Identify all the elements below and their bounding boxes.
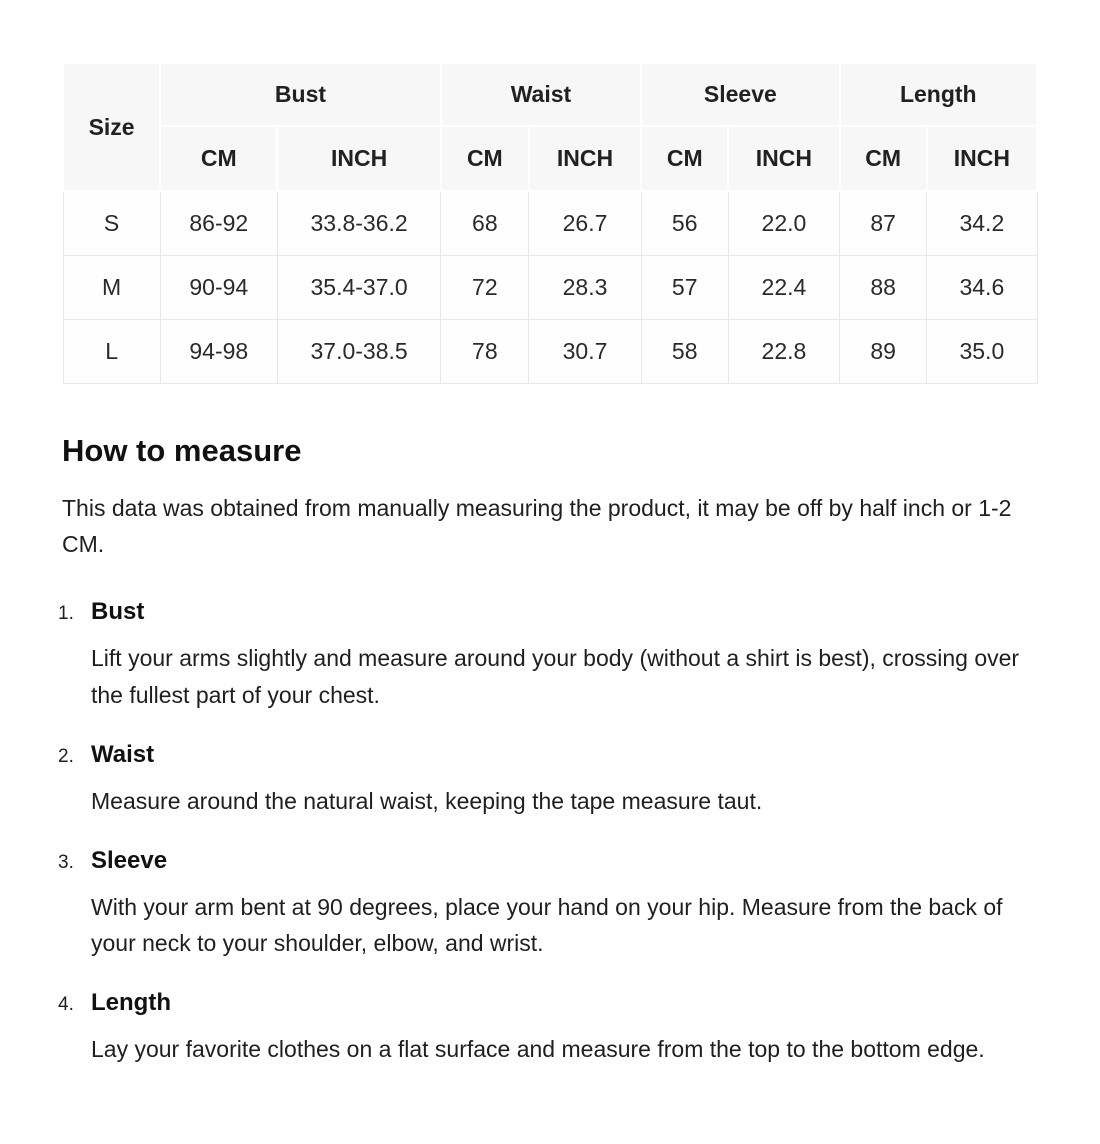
column-group-sleeve: Sleeve [641,63,839,126]
column-group-bust: Bust [160,63,441,126]
sleeve-inch-cell: 22.0 [728,191,839,255]
table-row-size-l [63,319,1037,383]
sleeve-cm-cell: 56 [641,191,728,255]
bust-cm-cell: 86-92 [160,191,277,255]
column-group-waist: Waist [441,63,641,126]
measure-disclaimer-text: This data was obtained from manually measuring the product, it may be off by half inch or 1-2 CM. [62,494,1012,558]
bust-inch-cell: 33.8-36.2 [277,191,440,255]
length-inch-cell: 34.2 [927,191,1037,255]
length-inch-cell: 35.0 [927,319,1037,383]
measure-step-waist [58,740,1048,820]
step-body [91,988,1048,1068]
unit-header-sleeve-inch: INCH [728,126,839,191]
waist-inch-cell: 26.7 [529,191,641,255]
step-description: Lay your favorite clothes on a flat surface and measure from the top to the bottom edge. [91,1036,985,1063]
bust-cm-cell: 94-98 [160,319,277,383]
measure-step-length [58,988,1048,1068]
step-description: Lift your arms slightly and measure around your body (without a shirt is best), crossing over the fullest part of your chest. [91,645,1020,708]
column-header-size: Size [63,63,160,191]
column-group-length: Length [840,63,1037,126]
bust-inch-cell: 37.0-38.5 [277,319,440,383]
size-label-cell: L [63,319,160,383]
table-group-header-row [63,63,1037,126]
measure-steps-list [58,597,1048,1068]
step-body [91,846,1048,963]
sleeve-inch-cell: 22.8 [728,319,839,383]
step-body [91,597,1048,714]
sleeve-cm-cell: 58 [641,319,728,383]
size-chart-table [62,62,1038,384]
size-label-cell: M [63,255,160,319]
measure-step-bust [58,597,1048,714]
waist-cm-cell: 78 [441,319,529,383]
step-description: With your arm bent at 90 degrees, place your hand on your hip. Measure from the back of your neck to your shoulder, elbow, and wrist. [91,893,1003,957]
unit-header-waist-inch: INCH [529,126,641,191]
unit-header-length-cm: CM [840,126,927,191]
bust-cm-cell: 90-94 [160,255,277,319]
length-cm-cell: 89 [840,319,927,383]
step-number: 3. [58,851,74,873]
unit-header-sleeve-cm: CM [641,126,728,191]
unit-header-waist-cm: CM [441,126,529,191]
sleeve-cm-cell: 57 [641,255,728,319]
how-to-measure-title: How to measure [62,432,302,468]
table-row-size-s [63,191,1037,255]
length-cm-cell: 88 [840,255,927,319]
waist-cm-cell: 68 [441,191,529,255]
waist-inch-cell: 28.3 [529,255,641,319]
unit-header-length-inch: INCH [927,126,1037,191]
step-number: 2. [58,745,74,767]
step-term-length: Length [91,989,171,1017]
unit-header-bust-inch: INCH [277,126,440,191]
length-cm-cell: 87 [840,191,927,255]
step-number: 4. [58,994,74,1016]
step-description: Measure around the natural waist, keeping the tape measure taut. [91,787,763,814]
length-inch-cell: 34.6 [927,255,1037,319]
step-body [91,740,1048,820]
step-term-bust: Bust [91,598,145,626]
waist-cm-cell: 72 [441,255,529,319]
bust-inch-cell: 35.4-37.0 [277,255,440,319]
sleeve-inch-cell: 22.4 [728,255,839,319]
step-term-waist: Waist [91,740,155,768]
measure-step-sleeve [58,846,1048,963]
step-term-sleeve: Sleeve [91,846,168,874]
table-row-size-m [63,255,1037,319]
size-label-cell: S [63,191,160,255]
waist-inch-cell: 30.7 [529,319,641,383]
table-unit-header-row [63,126,1037,191]
unit-header-bust-cm: CM [160,126,277,191]
step-number: 1. [58,603,74,625]
